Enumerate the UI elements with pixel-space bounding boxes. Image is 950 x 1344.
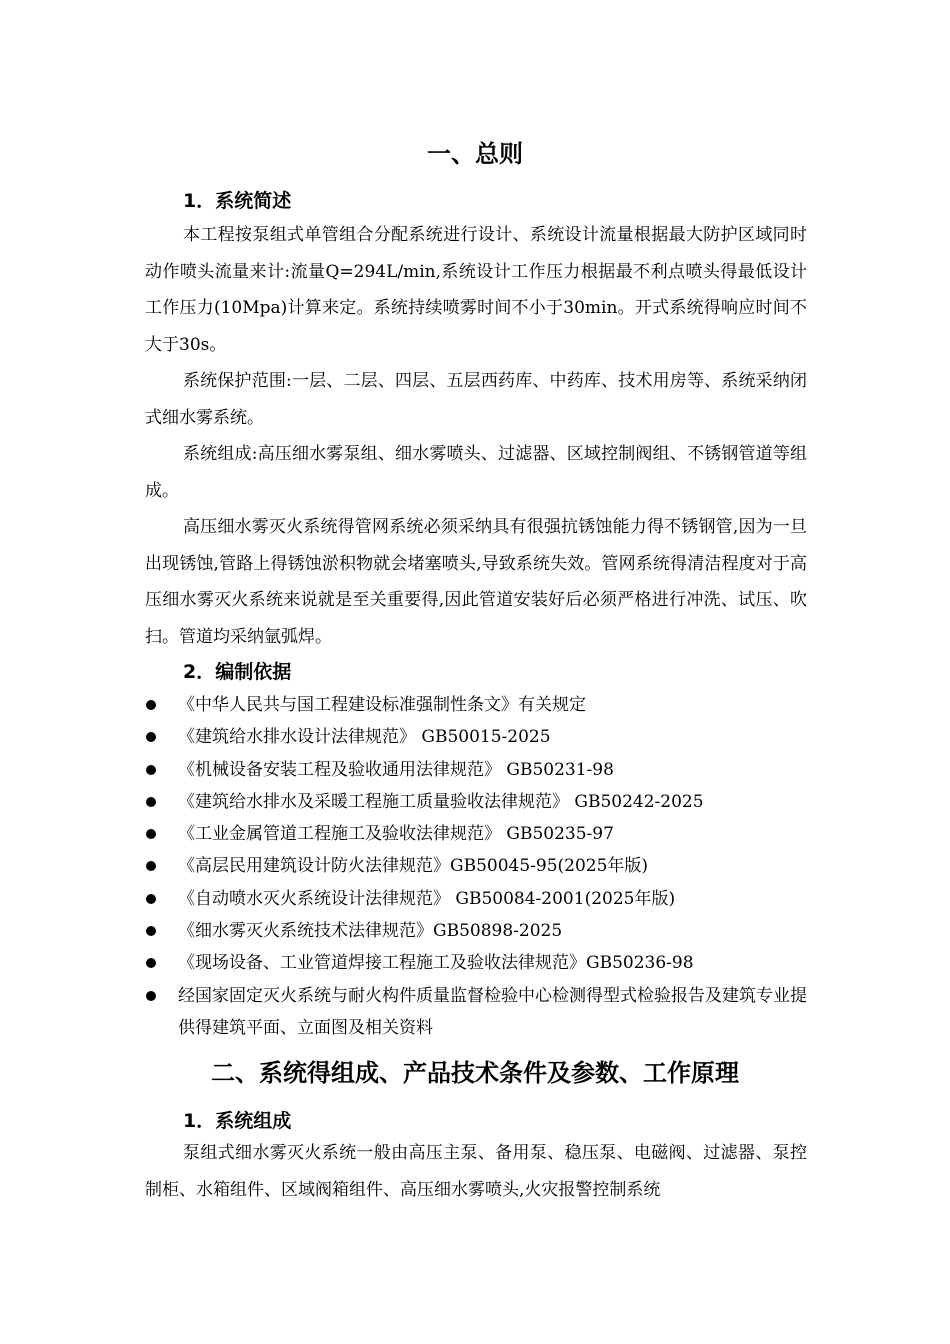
list-item <box>0 915 950 947</box>
list-item-text: 《机械设备安装工程及验收通用法律规范》 GB50231-98 <box>178 759 614 780</box>
list-item-text: 经国家固定灭火系统与耐火构件质量监督检验中心检测得型式检验报告及建筑专业提供得建筑平面、立面图及相关资料 <box>178 985 807 1038</box>
bullet-icon <box>146 732 156 742</box>
basis-list <box>0 689 950 1044</box>
list-item-text: 《自动喷水灭火系统设计法律规范》 GB50084-2001(2025年版) <box>178 888 676 909</box>
paragraph-system-composition: 系统组成:高压细水雾泵组、细水雾喷头、过滤器、区域控制阀组、不锈钢管道等组成。 <box>145 444 807 501</box>
bullet-icon <box>146 829 156 839</box>
bullet-icon <box>146 797 156 807</box>
bullet-icon <box>146 991 156 1001</box>
paragraph-pipe-network: 高压细水雾灭火系统得管网系统必须采纳具有很强抗锈蚀能力得不锈钢管,因为一旦出现锈蚀,管路上得锈蚀淤积物就会堵塞喷头,导致系统失效。管网系统得清洁程度对于高压细水雾灭火系统来说就是至关重要得,因此管道安装好后必须严格进行冲洗、试压、吹扫。管道均采纳氩弧焊。 <box>145 517 807 647</box>
list-item <box>0 947 950 979</box>
list-item <box>0 689 950 721</box>
paragraph-protection-scope: 系统保护范围:一层、二层、四层、五层西药库、中药库、技术用房等、系统采纳闭式细水雾系统。 <box>145 371 807 428</box>
paragraph-system-components: 泵组式细水雾灭火系统一般由高压主泵、备用泵、稳压泵、电磁阀、过滤器、泵控制柜、水箱组件、区域阀箱组件、高压细水雾喷头,火灾报警控制系统 <box>145 1143 807 1200</box>
bullet-icon <box>146 861 156 871</box>
paragraph-system-overview: 本工程按泵组式单管组合分配系统进行设计、系统设计流量根据最大防护区域同时动作喷头流量来计:流量Q=294L/min,系统设计工作压力根据最不利点喷头得最低设计工作压力(10Mpa)计算来定。系统持续喷雾时间不小于30min。开式系统得响应时间不大于30s。 <box>145 225 807 355</box>
bullet-icon <box>146 700 156 710</box>
subsection-2-1-title: 1．系统组成 <box>183 1110 292 1132</box>
list-item-text: 《细水雾灭火系统技术法律规范》GB50898-2025 <box>178 921 563 942</box>
list-item <box>0 818 950 850</box>
bullet-icon <box>146 894 156 904</box>
list-item-text: 《工业金属管道工程施工及验收法律规范》 GB50235-97 <box>178 824 614 845</box>
bullet-icon <box>146 926 156 936</box>
list-item <box>0 883 950 915</box>
list-item-text: 《中华人民共与国工程建设标准强制性条文》有关规定 <box>178 695 586 715</box>
list-item <box>0 980 950 1044</box>
list-item-text: 《现场设备、工业管道焊接工程施工及验收法律规范》GB50236-98 <box>178 953 694 974</box>
subsection-1-2-title: 2．编制依据 <box>183 661 292 683</box>
list-item-text: 《建筑给水排水及采暖工程施工质量验收法律规范》 GB50242-2025 <box>178 791 704 812</box>
list-item <box>0 786 950 818</box>
list-item-text: 《建筑给水排水设计法律规范》 GB50015-2025 <box>178 727 551 748</box>
list-item <box>0 721 950 753</box>
bullet-icon <box>146 958 156 968</box>
bullet-icon <box>146 765 156 775</box>
list-item-text: 《高层民用建筑设计防火法律规范》GB50045-95(2025年版) <box>178 856 649 877</box>
section-1-title: 一、总则 <box>427 140 523 168</box>
subsection-1-1-title: 1．系统简述 <box>183 190 292 212</box>
list-item <box>0 850 950 882</box>
section-2-title: 二、系统得组成、产品技术条件及参数、工作原理 <box>211 1059 739 1087</box>
list-item <box>0 754 950 786</box>
